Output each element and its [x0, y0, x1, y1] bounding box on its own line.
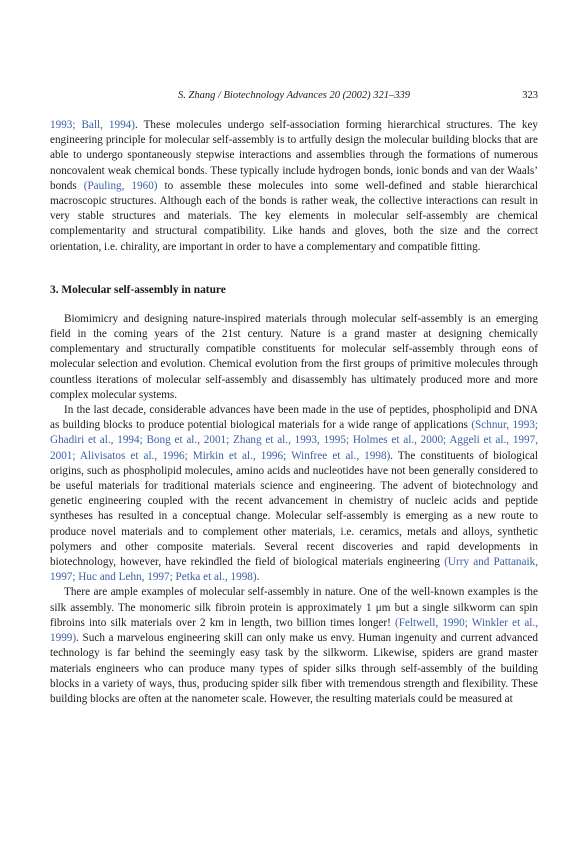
paragraph-text: There are ample examples of molecular self-assembly in nature. One of the well-known examples is the silk assembly. The monomeric silk fibroin protein is approximately 1 μm but a single silkworm can spin fibroins into silk materials over 2 km in length, two billion times longer!: [50, 586, 538, 629]
citation-link[interactable]: (Pauling, 1960): [83, 179, 158, 192]
paragraph: Biomimicry and designing nature-inspired materials through molecular self-assembly is an emerging field in the coming years of the 21st century. Nature is a grand master at designing chemically complementary and structurally compatible constituents for molecular self-assembly through eons of molecular selection and evolution. Chemical evolution from the first groups of primitive molecules through countless iterations of molecular self-assembly and disassembly has ultimately produced more and more complex molecular systems.: [50, 312, 538, 401]
citation-link[interactable]: 1993; Ball, 1994): [50, 119, 135, 131]
citation-link[interactable]: (Feltwell, 1990; Winkler et al., 1999): [50, 616, 538, 645]
paragraph-continued: [50, 118, 538, 255]
page-number: 323: [522, 90, 538, 101]
citation-link[interactable]: (Urry and Pattanaik, 1997; Huc and Lehn, 1997; Petka et al., 1998): [50, 556, 538, 584]
paragraph-text: In the last decade, considerable advances have been made in the use of peptides, phospholipid and DNA as building blocks to produce potential biological materials for a wide range of applications: [50, 404, 538, 432]
running-title: S. Zhang / Biotechnology Advances 20 (2002) 321–339: [178, 90, 410, 101]
paragraph-text: . Such a marvelous engineering skill can only make us envy. Human ingenuity and current advanced technology is far behind the seemingly easy task by the silkworm. Likewise, spiders are grand master materials engineers who can produce many types of spider silks through self-assembly of the building blocks in a variety of ways, thus, producing spider silk fiber with tremendous strength and flexibility. These building blocks are often at the nanometer scale. However, the resulting materials could be measured at: [50, 632, 538, 705]
section-heading: 3. Molecular self-assembly in nature: [50, 283, 226, 296]
paragraph-text: .: [256, 571, 260, 584]
citation-link[interactable]: (Schnur, 1993; Ghadiri et al., 1994; Bong et al., 2001; Zhang et al., 1993, 1995; Holmes et al., 2000; Aggeli et al., 1997, 2001; Alivisatos et al., 1996; Mirkin et al., 1996; Winfree et al., 1998): [50, 419, 539, 462]
running-head: [50, 88, 538, 104]
article-body: [50, 118, 538, 707]
paragraph-text: to assemble these molecules into some well-defined and stable hierarchical macroscopic structures. Although each of the bonds is rather weak, the collective interactions can result in very stable structures and materials. The key elements in molecular self-assembly are chemical complementarity and structural compatibility. Like hands and gloves, both the size and the correct orientation, i.e. chirality, are important in order to have a complementary and compatible fitting.: [50, 179, 538, 253]
paragraph: [50, 585, 538, 707]
paragraph-text: . These molecules undergo self-association forming hierarchical structures. The key engineering principle for molecular self-assembly is to artfully design the molecular building blocks that are able to undergo spontaneously stepwise interactions and assemblies through the formations of numerous noncovalent weak chemical bonds. These typically include hydrogen bonds, ionic bonds and van der Waals’ bonds: [50, 119, 538, 192]
paragraph: [50, 403, 538, 585]
paragraph-text: . The constituents of biological origins, such as phospholipid molecules, amino acids and nucleotides have not been generally considered to be useful materials for traditional materials science and engineering. The advent of biotechnology and genetic engineering coupled with the recent advancement in chemistry of nucleic acids and peptide syntheses has resulted in a conceptual change. Molecular self-assembly is emerging as a new route to produce novel materials and to complement other materials, i.e. ceramics, metals and alloys, synthetic polymers and other composite materials. Several recent discoveries and rapid developments in biotechnology, however, have rekindled the field of biological materials engineering: [50, 449, 538, 569]
